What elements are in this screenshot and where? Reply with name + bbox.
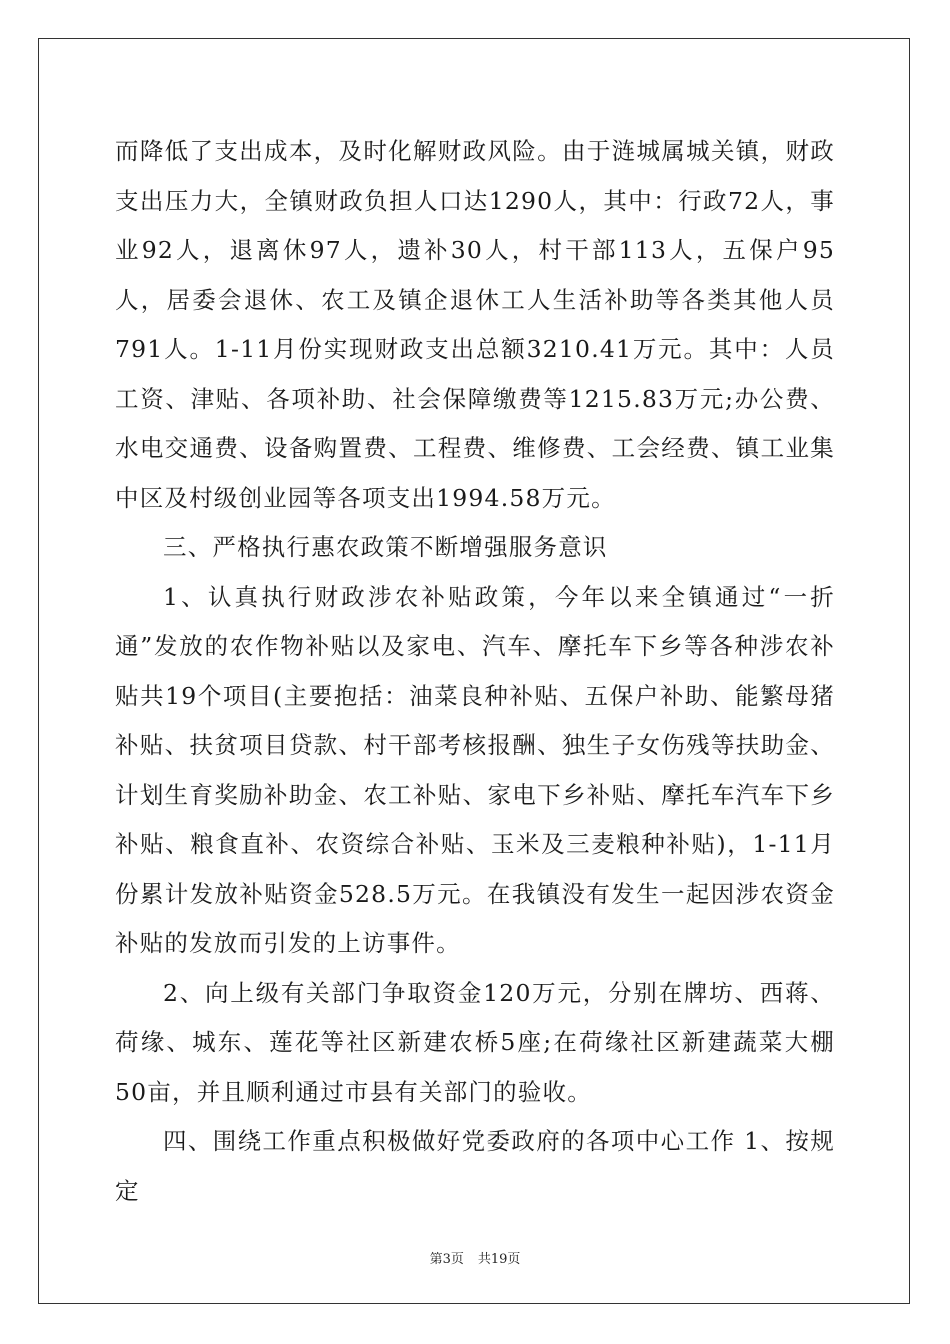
- section-heading-3: 三、严格执行惠农政策不断增强服务意识: [163, 533, 608, 561]
- document-body: [115, 127, 835, 1216]
- paragraph-finance-expenditure: 而降低了支出成本，及时化解财政风险。由于涟城属城关镇，财政支出压力大，全镇财政负担人口达1290人，其中：行政72人，事业92人，退离休97人，遗补30人，村干部113人，五保户95人，居委会退休、农工及镇企退休工人生活补助等各类其他人员791人。1-11月份实现财政支出总额3210.41万元。其中：人员工资、津贴、各项补助、社会保障缴费等1215.83万元;办公费、水电交通费、设备购置费、工程费、维修费、工会经费、镇工业集中区及村级创业园等各项支出1994.58万元。: [115, 137, 835, 512]
- section-heading-4: 四、围绕工作重点积极做好党委政府的各项中心工作 1、按规定: [115, 1127, 835, 1205]
- page-footer: [0, 1248, 950, 1267]
- paragraph-funding-bridges: 2、向上级有关部门争取资金120万元，分别在牌坊、西蒋、荷缘、城东、莲花等社区新建农桥5座;在荷缘社区新建蔬菜大棚50亩，并且顺利通过市县有关部门的验收。: [115, 978, 835, 1106]
- page-total: 共19页: [477, 1252, 521, 1267]
- page-number: 第3页: [429, 1252, 464, 1267]
- paragraph-subsidy-policy: 1、认真执行财政涉农补贴政策，今年以来全镇通过“一折通”发放的农作物补贴以及家电、汽车、摩托车下乡等各种涉农补贴共19个项目(主要抱括：油菜良种补贴、五保户补助、能繁母猪补贴、扶贫项目贷款、村干部考核报酬、独生子女伤残等扶助金、计划生育奖励补助金、农工补贴、家电下乡补贴、摩托车汽车下乡补贴、粮食直补、农资综合补贴、玉米及三麦粮种补贴)，1-11月份累计发放补贴资金528.5万元。在我镇没有发生一起因涉农资金补贴的发放而引发的上访事件。: [115, 582, 835, 957]
